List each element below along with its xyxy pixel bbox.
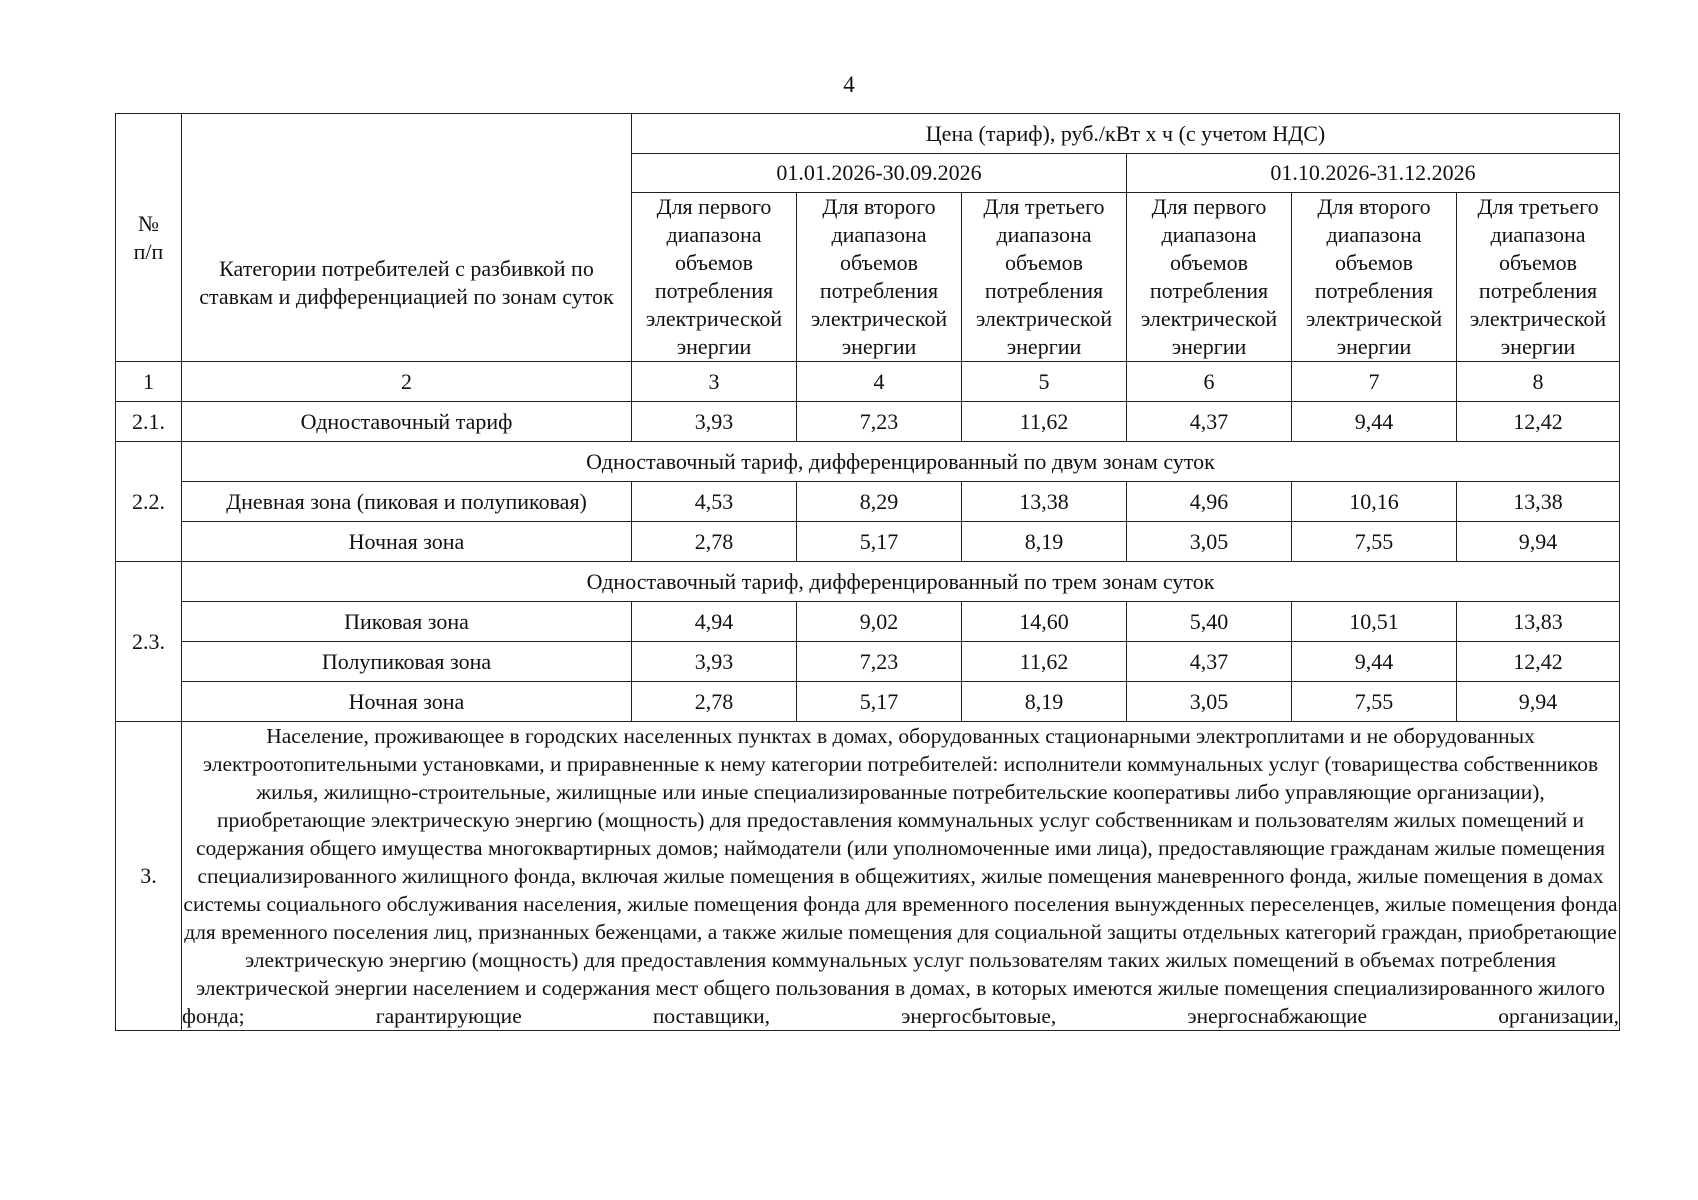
header-category: Категории потребителей с разбивкой по ставкам и дифференциацией по зонам суток [182, 114, 632, 362]
price-cell: 3,05 [1127, 682, 1292, 722]
price-cell: 7,23 [797, 642, 962, 682]
page-number: 4 [843, 72, 855, 97]
table-row [116, 482, 1620, 522]
price-cell: 8,19 [962, 682, 1127, 722]
row-label: Одноставочный тариф [182, 402, 632, 442]
column-number: 4 [797, 362, 962, 402]
price-cell: 12,42 [1457, 402, 1620, 442]
column-number: 2 [182, 362, 632, 402]
price-cell: 9,94 [1457, 522, 1620, 562]
price-cell: 14,60 [962, 602, 1127, 642]
price-cell: 4,94 [632, 602, 797, 642]
row-number: 3. [116, 722, 182, 1031]
header-number-abbr: п/п [133, 238, 164, 264]
price-cell: 5,40 [1127, 602, 1292, 642]
price-cell: 7,23 [797, 402, 962, 442]
table-row [116, 722, 1620, 1031]
price-cell: 5,17 [797, 522, 962, 562]
column-number: 5 [962, 362, 1127, 402]
price-cell: 13,38 [962, 482, 1127, 522]
price-cell: 9,02 [797, 602, 962, 642]
price-cell: 9,44 [1292, 402, 1457, 442]
column-number: 8 [1457, 362, 1620, 402]
row-number: 2.2. [116, 442, 182, 562]
price-cell: 10,51 [1292, 602, 1457, 642]
row-number: 2.1. [116, 402, 182, 442]
price-cell: 9,44 [1292, 642, 1457, 682]
table-row [116, 402, 1620, 442]
tariff-table [115, 113, 1620, 1031]
price-cell: 10,16 [1292, 482, 1457, 522]
header-period-1: 01.01.2026-30.09.2026 [632, 154, 1127, 193]
price-cell: 4,96 [1127, 482, 1292, 522]
price-cell: 12,42 [1457, 642, 1620, 682]
category-description: Население, проживающее в городских населенных пунктах в домах, оборудованных стационарными электроплитами и не оборудованных электроотопительными установками, и приравненные к нему категории потребителей: исполнители коммунальных услуг (товарищества собственников жилья, жилищно-строительные, жилищные или иные специализированные потребительские кооперативы либо управляющие организации), приобретающие электрическую энергию (мощность) для предоставления коммунальных услуг собственникам и пользователям жилых помещений и содержания общего имущества многоквартирных домов; наймодатели (или уполномоченные ими лица), предоставляющие гражданам жилые помещения специализированного жилищного фонда, включая жилые помещения в общежитиях, жилые помещения маневренного фонда, жилые помещения в домах системы социального обслуживания населения, жилые помещения фонда для временного поселения вынужденных переселенцев, жилые помещения фонда для временного поселения лиц, признанных беженцами, а также жилые помещения для социальной защиты отдельных категорий граждан, приобретающие электрическую энергию (мощность) для предоставления коммунальных услуг пользователям таких жилых помещений в объемах потребления электрической энергии населением и содержания мест общего пользования в домах, в которых имеются жилые помещения специализированного жилого фонда; гарантирующие поставщики, энергосбытовые, энергоснабжающие организации, [182, 722, 1620, 1031]
table-row [116, 602, 1620, 642]
header-range-1: Для первого диапазона объемов потребления электрической энергии [632, 193, 797, 362]
table-row [116, 522, 1620, 562]
header-period-2: 01.10.2026-31.12.2026 [1127, 154, 1620, 193]
price-cell: 5,17 [797, 682, 962, 722]
row-label: Полупиковая зона [182, 642, 632, 682]
header-range-5: Для второго диапазона объемов потребления электрической энергии [1292, 193, 1457, 362]
table-row [116, 562, 1620, 602]
column-number: 6 [1127, 362, 1292, 402]
price-cell: 11,62 [962, 402, 1127, 442]
row-label: Дневная зона (пиковая и полупиковая) [182, 482, 632, 522]
column-number: 3 [632, 362, 797, 402]
header-price: Цена (тариф), руб./кВт х ч (с учетом НДС) [632, 114, 1620, 154]
price-cell: 13,38 [1457, 482, 1620, 522]
header-range-2: Для второго диапазона объемов потребления электрической энергии [797, 193, 962, 362]
price-cell: 3,05 [1127, 522, 1292, 562]
price-cell: 2,78 [632, 682, 797, 722]
price-cell: 4,53 [632, 482, 797, 522]
column-number-row [116, 362, 1620, 402]
table-row [116, 682, 1620, 722]
price-cell: 8,19 [962, 522, 1127, 562]
section-title: Одноставочный тариф, дифференцированный по двум зонам суток [182, 442, 1620, 482]
price-cell: 3,93 [632, 402, 797, 442]
header-range-4: Для первого диапазона объемов потребления электрической энергии [1127, 193, 1292, 362]
section-title: Одноставочный тариф, дифференцированный по трем зонам суток [182, 562, 1620, 602]
table-row [116, 642, 1620, 682]
table-row [116, 442, 1620, 482]
row-number: 2.3. [116, 562, 182, 722]
header-number-cell [116, 114, 182, 362]
header-range-3: Для третьего диапазона объемов потребления электрической энергии [962, 193, 1127, 362]
price-cell: 3,93 [632, 642, 797, 682]
row-label: Ночная зона [182, 682, 632, 722]
price-cell: 11,62 [962, 642, 1127, 682]
price-cell: 9,94 [1457, 682, 1620, 722]
price-cell: 4,37 [1127, 402, 1292, 442]
row-label: Пиковая зона [182, 602, 632, 642]
row-label: Ночная зона [182, 522, 632, 562]
column-number: 1 [116, 362, 182, 402]
price-cell: 8,29 [797, 482, 962, 522]
column-number: 7 [1292, 362, 1457, 402]
header-number-sign: № [138, 210, 159, 236]
price-cell: 13,83 [1457, 602, 1620, 642]
price-cell: 7,55 [1292, 682, 1457, 722]
price-cell: 4,37 [1127, 642, 1292, 682]
header-range-6: Для третьего диапазона объемов потребления электрической энергии [1457, 193, 1620, 362]
price-cell: 7,55 [1292, 522, 1457, 562]
price-cell: 2,78 [632, 522, 797, 562]
